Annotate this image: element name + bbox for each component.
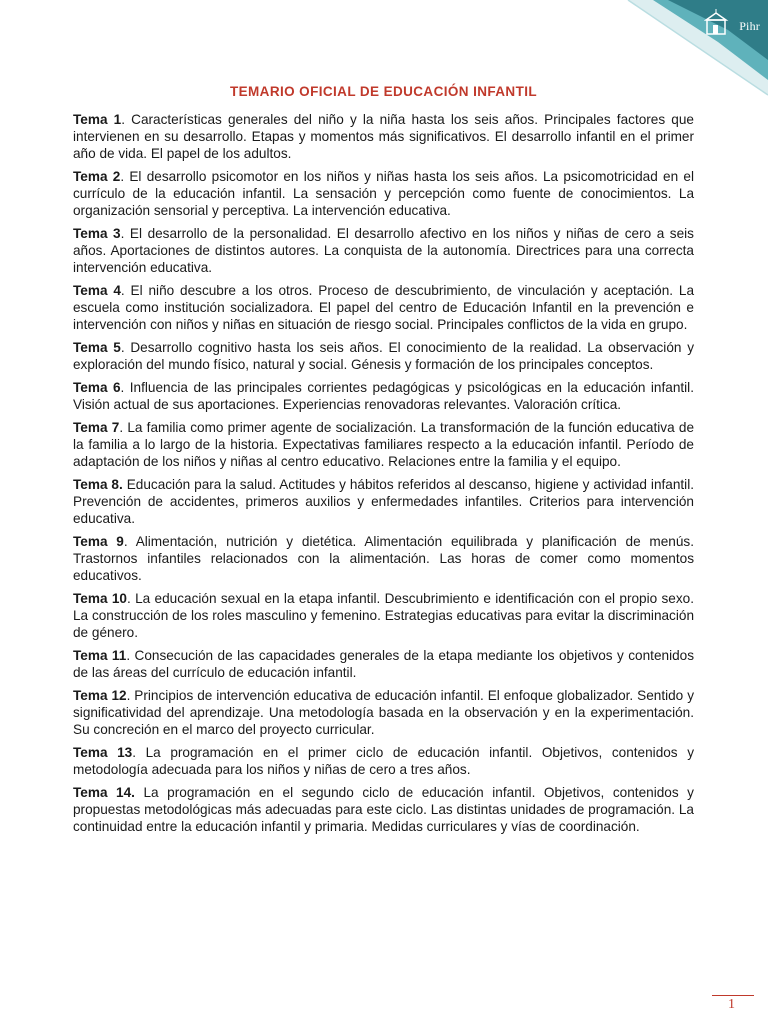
topic-item (73, 533, 694, 584)
topic-text: . Principios de intervención educativa de educación infantil. El enfoque globalizador. Sentido y significatividad del aprendizaje. Una metodología basada en la observación y en la experimentación. Su concreción en el marco del proyecto curricular. (73, 688, 694, 737)
topic-item (73, 647, 694, 681)
topic-item (73, 419, 694, 470)
topic-label: Tema 12 (73, 688, 127, 703)
topic-label: Tema 2 (73, 169, 121, 184)
topic-item (73, 744, 694, 778)
topic-label: Tema 10 (73, 591, 127, 606)
topic-item (73, 784, 694, 835)
topic-label: Tema 6 (73, 380, 121, 395)
topic-text: . El niño descubre a los otros. Proceso de descubrimiento, de vinculación y aceptación. La escuela como institución socializadora. El papel del centro de Educación Infantil en la prevención e intervención con niños y niñas en situación de riesgo social. Principales conflictos de la vida en grupo. (73, 283, 695, 332)
topic-item (73, 379, 694, 413)
topic-label: Tema 14. (73, 785, 135, 800)
topic-item (73, 687, 694, 738)
topic-label: Tema 5 (73, 340, 121, 355)
topic-item (73, 339, 694, 373)
document-title: TEMARIO OFICIAL DE EDUCACIÓN INFANTIL (229, 84, 538, 99)
footer-rule (712, 995, 754, 996)
topic-text: . La familia como primer agente de socialización. La transformación de la función educativa de la familia a lo largo de la historia. Expectativas familiares respecto a la educación infantil. Período de adaptación de los niños y niñas al centro educativo. Relaciones entre la familia y el equipo. (73, 420, 695, 469)
topic-label: Tema 4 (73, 283, 121, 298)
topic-item (73, 111, 694, 162)
building-icon (704, 8, 730, 38)
topic-text: . Desarrollo cognitivo hasta los seis años. El conocimiento de la realidad. La observación y exploración del mundo físico, natural y social. Génesis y formación de los principales conceptos. (73, 340, 694, 372)
topic-text: . El desarrollo de la personalidad. El desarrollo afectivo en los niños y niñas de cero a seis años. Aportaciones de distintos autores. La conquista de la autonomía. Directrices para una correcta intervención educativa. (73, 226, 694, 275)
logo-text: Pihr (739, 19, 760, 33)
topic-text: . Características generales del niño y la niña hasta los seis años. Principales factores que intervienen en su desarrollo. Etapas y momentos más significativos. El desarrollo infantil en el primer año de vida. El papel de los adultos. (73, 112, 694, 161)
topic-text: . La programación en el primer ciclo de educación infantil. Objetivos, contenidos y metodología adecuada para los niños y niñas de cero a tres años. (73, 745, 695, 777)
topic-item (73, 168, 694, 219)
topic-label: Tema 11 (73, 648, 127, 663)
topic-item (73, 476, 694, 527)
topic-text: . Alimentación, nutrición y dietética. Alimentación equilibrada y planificación de menús. Trastornos infantiles relacionados con la alimentación. Las horas de comer como momentos educativos. (73, 534, 695, 583)
topic-text: La programación en el segundo ciclo de educación infantil. Objetivos, contenidos y propuestas metodológicas más adecuadas para este ciclo. Las distintas unidades de programación. La continuidad entre la educación infantil y primaria. Medidas curriculares y vías de coordinación. (73, 785, 694, 834)
topic-text: Educación para la salud. Actitudes y hábitos referidos al descanso, higiene y actividad infantil. Prevención de accidentes, primeros auxilios y enfermedades infantiles. Criterios para intervención educativa. (73, 477, 694, 526)
document-page (73, 84, 694, 841)
topic-label: Tema 3 (73, 226, 121, 241)
topic-item (73, 590, 694, 641)
topic-text: . El desarrollo psicomotor en los niños y niñas hasta los seis años. La psicomotricidad en el currículo de la educación infantil. La sensación y percepción como fuente de conocimientos. La organización sensorial y perceptiva. La intervención educativa. (73, 169, 695, 218)
topic-label: Tema 8. (73, 477, 123, 492)
topic-label: Tema 9 (73, 534, 124, 549)
topic-item (73, 225, 694, 276)
brand-logo (704, 6, 760, 38)
topic-text: . La educación sexual en la etapa infantil. Descubrimiento e identificación con el propio sexo. La construcción de los roles masculino y femenino. Estrategias educativas para evitar la discriminación de género. (73, 591, 694, 640)
topic-label: Tema 1 (73, 112, 122, 127)
topic-list (73, 111, 694, 835)
topic-text: . Consecución de las capacidades generales de la etapa mediante los objetivos y contenidos de las áreas del currículo de educación infantil. (73, 648, 695, 680)
topic-text: . Influencia de las principales corrientes pedagógicas y psicológicas en la educación infantil. Visión actual de sus aportaciones. Experiencias renovadoras relevantes. Valoración crítica. (73, 380, 694, 412)
topic-label: Tema 13 (73, 745, 133, 760)
topic-label: Tema 7 (73, 420, 120, 435)
topic-item (73, 282, 694, 333)
page-number: 1 (728, 997, 735, 1012)
